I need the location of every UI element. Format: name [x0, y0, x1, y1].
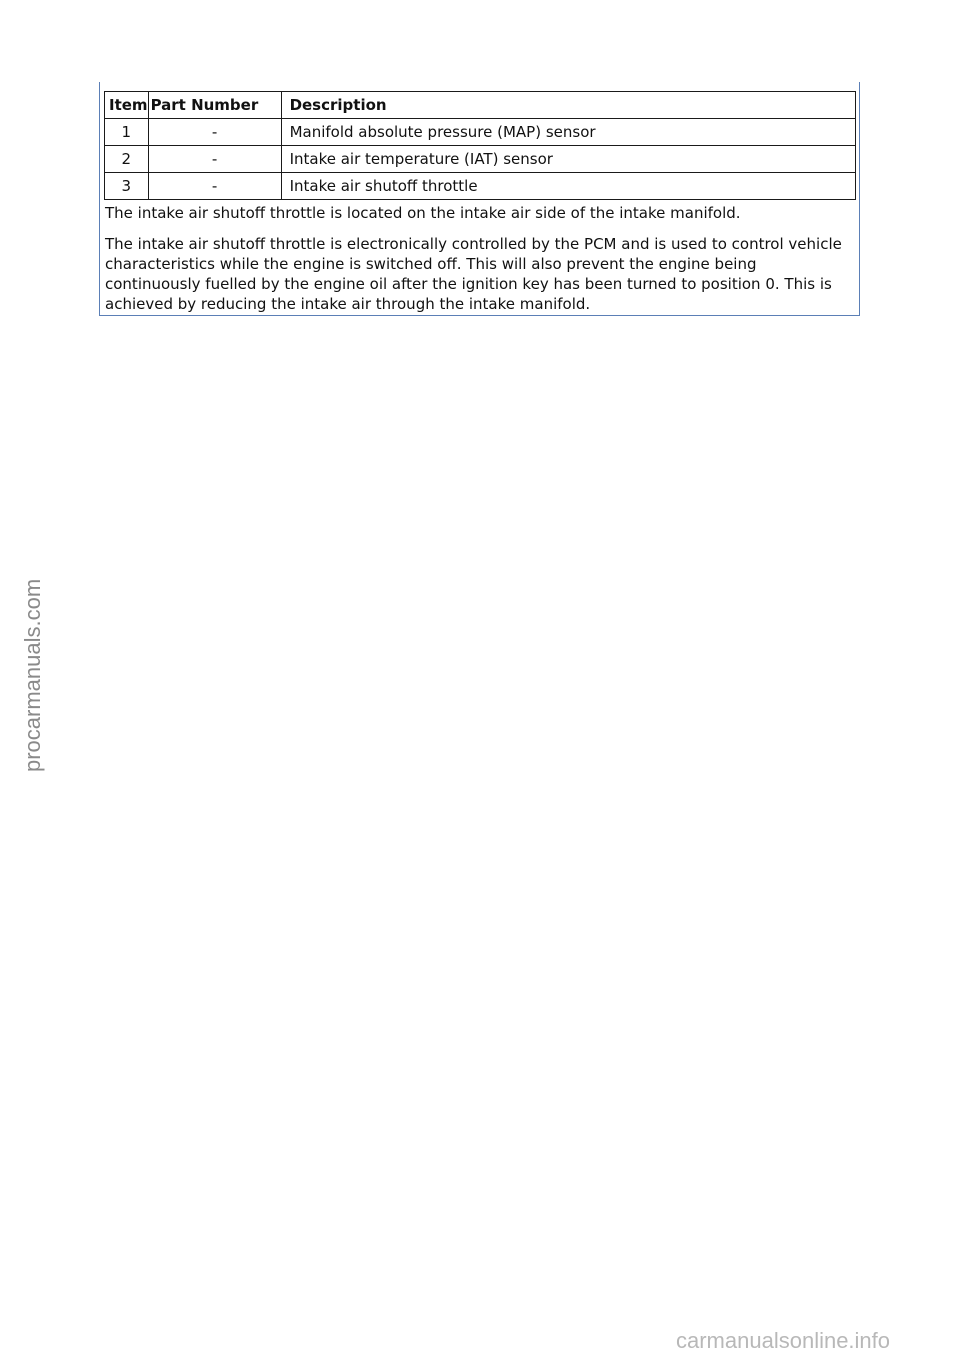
cell-item: 3: [105, 173, 149, 200]
paragraph-location: The intake air shutoff throttle is located on the intake air side of the intake manifold.: [105, 204, 741, 222]
watermark-left: procarmanuals.com: [20, 578, 45, 772]
table-row: [105, 146, 856, 173]
cell-item: 1: [105, 119, 149, 146]
table-row: [105, 119, 856, 146]
header-item: Item: [105, 92, 149, 119]
header-part-number: Part Number: [148, 92, 281, 119]
parts-table: [104, 91, 856, 200]
table-row: [105, 173, 856, 200]
cell-part-number: -: [148, 146, 281, 173]
cell-description: Intake air temperature (IAT) sensor: [281, 146, 855, 173]
content-frame: [99, 82, 860, 316]
cell-item: 2: [105, 146, 149, 173]
watermark-bottom: carmanualsonline.info: [676, 1328, 891, 1353]
cell-description: Intake air shutoff throttle: [281, 173, 855, 200]
header-description: Description: [281, 92, 855, 119]
paragraph-function: The intake air shutoff throttle is electronically controlled by the PCM and is used to control vehicle characteristics while the engine is switched off. This will also prevent the engine being continuously fuelled by the engine oil after the ignition key has been turned to position 0. This is achieved by reducing the intake air through the intake manifold.: [105, 235, 842, 313]
table-header-row: [105, 92, 856, 119]
cell-description: Manifold absolute pressure (MAP) sensor: [281, 119, 855, 146]
cell-part-number: -: [148, 119, 281, 146]
cell-part-number: -: [148, 173, 281, 200]
